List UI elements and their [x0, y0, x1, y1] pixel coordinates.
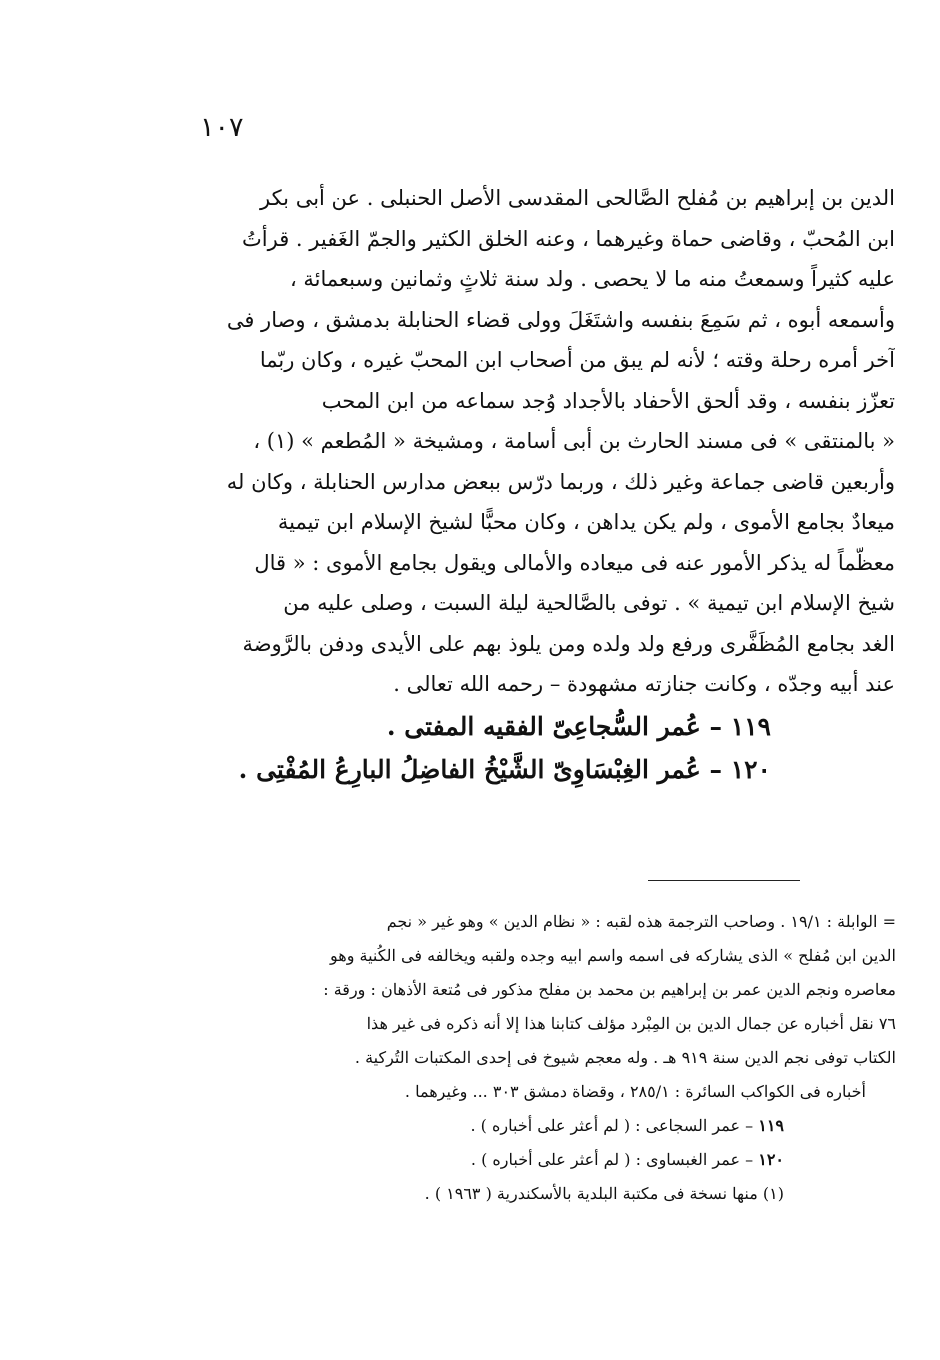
footnote-line: الدين ابن مُفلح » الذى يشاركه فى اسمه واسم ابيه وجده ولقبه ويخالفه فى الكُنية وهو — [330, 946, 896, 965]
footnote-entry — [172, 1109, 896, 1143]
text-line: شيخ الإسلام ابن تيمية » . توفى بالصَّالحية ليلة السبت ، وصلى عليه من — [283, 591, 895, 615]
entry-title: – عُمر الغِبْسَاوِىّ الشَّيْخُ الفاضِلُ البارِعُ المُفْتِى . — [238, 754, 722, 784]
main-text — [175, 178, 895, 791]
text-line: ابن المُحبّ ، وقاضى حماة وغيرهما ، وعنه الخلق الكثير والجمّ الغَفير . قرأتُ — [242, 226, 895, 251]
entry-number: ١١٩ — [730, 711, 771, 741]
text-line: وأسمعه أبوه ، ثم سَمِعَ بنفسه واشتَغَلَ وولى قضاء الحنابلة بدمشق ، وصار فى — [226, 307, 895, 332]
text-line: « بالمنتقى » فى مسند الحارث بن أبى أسامة ، ومشيخة « المُطعم » (١) ، — [253, 429, 895, 453]
footnote-line: معاصره ونجم الدين عمر بن إبراهيم بن محمد بن مفلح مذكور فى مُتعة الأذهان : ورقة : — [323, 980, 896, 999]
footnote-sources: أخباره فى الكواكب السائرة : ٢٨٥/١ ، وقضاة دمشق ٣٠٣ ... وغيرهما . — [404, 1082, 866, 1101]
entry-title: – عُمر السُّجاعِىّ الفقيه المفتى . — [386, 711, 722, 741]
text-line: تعزّز بنفسه ، وقد ألحق الأحفاد بالأجداد وُجد سماعه من ابن المحب — [321, 388, 895, 413]
footnote-line: = الوابلة : ١٩/١ . وصاحب الترجمة هذه لقبه : « نظام الدين » وهو غير « نجم — [386, 912, 896, 931]
text-line: عليه كثيراً وسمعتُ منه ما لا يحصى . ولد سنة ثلاثٍ وثمانين وسبعمائة ، — [289, 267, 895, 291]
footnote-entry-text: – عمر الغبساوى : ( لم أعثر على أخباره ) . — [470, 1150, 754, 1169]
footnote-entry — [172, 1143, 896, 1177]
text-line: ميعادٌ بجامع الأموى ، ولم يكن يداهن ، وكان محبًّا لشيخ الإسلام ابن تيمية — [277, 510, 895, 534]
text-line: الغد بجامع المُظَفَّرى ورفع ولد ولده ومن يلوذ بهم على الأيدى ودفن بالرَّوضة — [242, 631, 895, 656]
entry-number: ١٢٠ — [730, 754, 771, 784]
text-line: آخر أمره رحلة وقته ؛ لأنه لم يبق من أصحاب ابن المحبّ غيره ، وكان ربّما — [259, 348, 895, 372]
text-line: معظّماً له يذكر الأمور عنه فى ميعاده والأمالى ويقول بجامع الأموى : « قال — [254, 550, 895, 575]
entry-heading — [175, 748, 895, 791]
footnotes — [172, 905, 896, 1211]
page-number: ١٠٧ — [200, 112, 244, 143]
footnote-entry-number: ١١٩ — [758, 1116, 784, 1135]
footnote-entry-text: – عمر السجاعى : ( لم أعثر على أخباره ) . — [470, 1116, 754, 1135]
footnote-note: (١) منها نسخة فى مكتبة البلدية بالأسكندرية ( ١٩٦٣ ) . — [424, 1184, 784, 1203]
footnote-line: ٧٦ نقل أخباره عن جمال الدين بن المِبْرد مؤلف كتابنا هذا إلا أنه ذكره فى غير هذا — [366, 1014, 896, 1033]
footnote-line: الكتاب توفى نجم الدين سنة ٩١٩ هـ . وله معجم شيوخ فى إحدى المكتبات التُركية . — [354, 1048, 896, 1067]
entry-heading — [175, 705, 895, 748]
text-line: الدين بن إبراهيم بن مُفلح الصَّالحى المقدسى الأصل الحنبلى . عن أبى بكر — [259, 186, 895, 210]
text-line: وأربعين قاضى جماعة وغير ذلك ، وربما درّس ببعض مدارس الحنابلة ، وكان له — [226, 469, 895, 494]
text-line: عند أبيه وجدّه ، وكانت جنازته مشهودة – رحمه الله تعالى . — [393, 672, 895, 696]
footnote-entry-number: ١٢٠ — [758, 1150, 784, 1169]
footnote-separator — [648, 880, 800, 881]
